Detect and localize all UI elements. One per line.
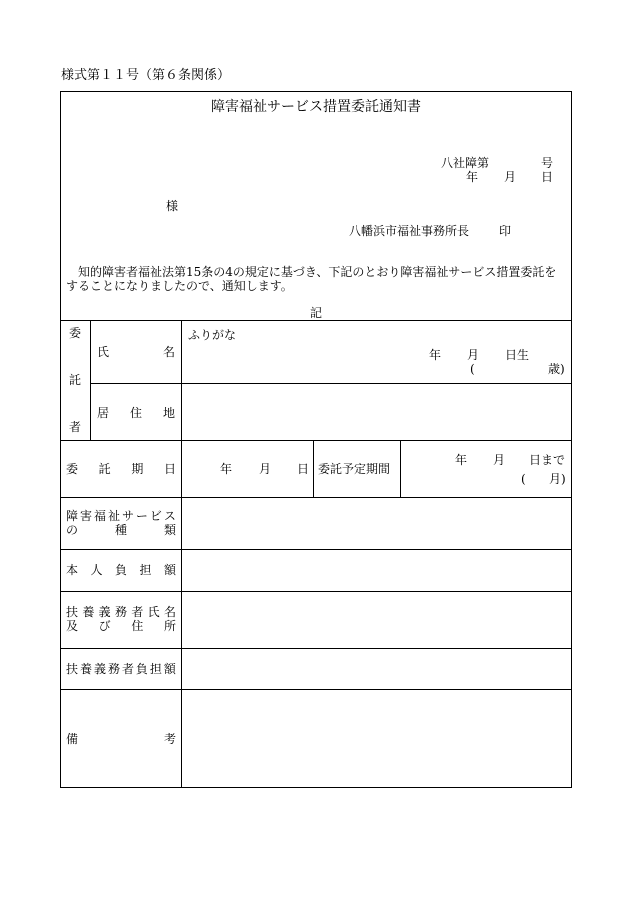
label-char: び — [98, 619, 111, 633]
label-char: ス — [163, 509, 176, 523]
label-char: 委 — [66, 462, 79, 476]
label-char: 地 — [162, 406, 175, 420]
self-burden-label — [66, 563, 176, 577]
label-char: 義 — [93, 662, 106, 676]
table-top-rule — [60, 320, 572, 321]
label-char: 期 — [131, 462, 144, 476]
seal-mark: 印 — [499, 224, 512, 238]
rule-side-column — [90, 320, 91, 440]
furigana-label: ふりがな — [188, 328, 237, 342]
rule-under-self-burden — [60, 591, 572, 592]
period-month: 月 — [259, 462, 272, 476]
label-char: 扶 — [66, 662, 79, 676]
label-char: 障 — [66, 509, 79, 523]
rule-under-service — [60, 549, 572, 550]
label-char: 福 — [93, 509, 106, 523]
label-char: 備 — [66, 732, 79, 746]
label-char: 養 — [82, 605, 95, 619]
label-char: ビ — [149, 509, 162, 523]
label-char: 及 — [66, 619, 79, 633]
label-char: 託 — [98, 462, 111, 476]
rule-under-period — [60, 497, 572, 498]
rule-under-supporter — [60, 648, 572, 649]
label-char: 担 — [139, 563, 152, 577]
service-type-label-line1 — [66, 509, 176, 523]
form-number: 様式第１１号（第６条関係） — [61, 68, 231, 83]
age-open: ( — [470, 362, 475, 376]
rule-period-right — [400, 440, 401, 497]
name-label — [97, 345, 175, 359]
issuer-name: 八幡浜市福祉事務所長 — [349, 224, 470, 238]
label-char: 負 — [114, 563, 127, 577]
label-char: 者 — [131, 605, 144, 619]
label-char: 類 — [163, 523, 176, 537]
rule-under-supporter-burden — [60, 689, 572, 690]
label-char: ー — [135, 509, 148, 523]
label-char: 扶 — [66, 605, 79, 619]
remarks-label — [66, 732, 176, 746]
side-label-char: 委 — [69, 326, 82, 340]
label-char: 養 — [79, 662, 92, 676]
label-char: 居 — [97, 406, 110, 420]
rule-under-address — [60, 440, 572, 441]
label-char: 本 — [66, 563, 79, 577]
rule-period-mid — [313, 440, 314, 497]
rule-under-name — [90, 383, 572, 384]
planned-until: 日まで — [529, 453, 566, 467]
planned-month: 月 — [493, 453, 506, 467]
age-unit: 歳) — [548, 362, 565, 376]
label-char: 種 — [114, 523, 127, 537]
birth-year: 年 — [429, 348, 442, 362]
label-char: 人 — [90, 563, 103, 577]
label-char: 名 — [162, 345, 175, 359]
period-year: 年 — [220, 462, 233, 476]
service-type-label-line2 — [66, 523, 176, 537]
supporter-label-line2 — [66, 619, 176, 633]
rule-label-column — [181, 320, 182, 788]
planned-period-label: 委託予定期間 — [318, 462, 391, 476]
label-char: 氏 — [147, 605, 160, 619]
label-char: 務 — [107, 662, 120, 676]
label-char: 日 — [163, 462, 176, 476]
addressee-suffix: 様 — [166, 199, 179, 213]
supporter-burden-label — [66, 662, 176, 676]
body-text: 知的障害者福祉法第15条の4の規定に基づき、下記のとおり障害福祉サービス措置委託をすることになりましたので、通知します。 — [66, 265, 557, 293]
label-char: 負 — [135, 662, 148, 676]
planned-year: 年 — [455, 453, 468, 467]
period-day: 日 — [297, 462, 310, 476]
period-label — [66, 462, 176, 476]
label-char: 祉 — [107, 509, 120, 523]
birth-day: 日生 — [505, 348, 530, 362]
reference-suffix: 号 — [541, 156, 554, 170]
birth-month: 月 — [467, 348, 480, 362]
label-char: 額 — [163, 563, 176, 577]
label-char: の — [66, 523, 79, 537]
label-char: 額 — [163, 662, 176, 676]
planned-months-unit: 月) — [549, 472, 566, 486]
label-char: 住 — [131, 619, 144, 633]
side-label-char: 者 — [69, 420, 82, 434]
label-char: 考 — [163, 732, 176, 746]
label-char: 担 — [149, 662, 162, 676]
label-char: 義 — [98, 605, 111, 619]
label-char: 害 — [79, 509, 92, 523]
issue-day: 日 — [541, 170, 554, 184]
address-label — [97, 406, 175, 420]
label-char: 所 — [163, 619, 176, 633]
label-char: 氏 — [97, 345, 110, 359]
side-label-char: 託 — [69, 373, 82, 387]
document-title: 障害福祉サービス措置委託通知書 — [211, 99, 421, 115]
issue-month: 月 — [504, 170, 517, 184]
label-char: 者 — [121, 662, 134, 676]
label-char: 務 — [114, 605, 127, 619]
label-char: サ — [121, 509, 134, 523]
reference-prefix: 八社障第 — [441, 156, 490, 170]
supporter-label-line1 — [66, 605, 176, 619]
ki-label: 記 — [310, 306, 323, 320]
planned-months-open: ( — [521, 472, 526, 486]
label-char: 住 — [129, 406, 142, 420]
label-char: 名 — [163, 605, 176, 619]
issue-year: 年 — [466, 170, 479, 184]
